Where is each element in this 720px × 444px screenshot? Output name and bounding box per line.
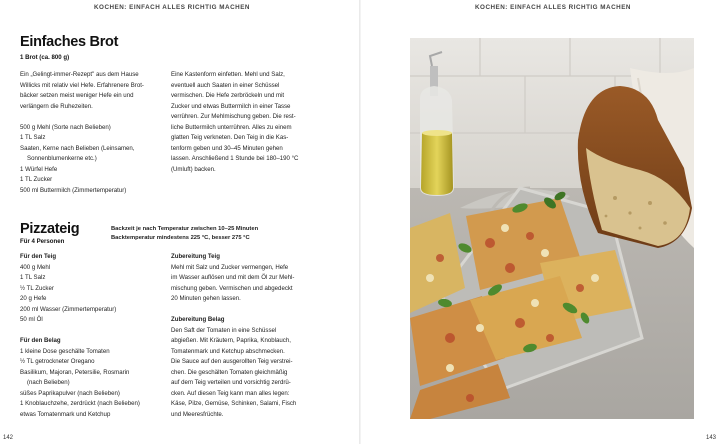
brot-title: Einfaches Brot	[20, 34, 119, 50]
pizza-ingredients-column	[20, 252, 164, 420]
teig-ingredient: 50 ml Öl	[20, 316, 43, 323]
brot-method-line: lassen. Anschließend 1 Stunde bei 180–190 °C	[171, 155, 299, 162]
brot-method-line: eventuell auch Saaten in einer Schüssel	[171, 81, 280, 89]
brot-method-line: verrühren. Zur Mehlmischung geben. Die rest-	[171, 113, 296, 120]
page-number-left: 142	[3, 435, 14, 441]
belag-ingredient: ½ TL getrockneter Oregano	[20, 358, 95, 365]
brot-method-line: tenform geben und 30–45 Minuten gehen	[171, 144, 283, 152]
brot-intro-line: bäcker setzen meist weniger Hefe ein und	[20, 92, 134, 99]
brot-method-line: liche Buttermilch unterrühren. Alles zu einem	[171, 123, 292, 131]
brot-method-line: glatten Teig verkneten. Den Teig in die Kas-	[171, 134, 289, 141]
spread-gutter	[359, 0, 361, 444]
teig-ingredient: 200 ml Wasser (Zimmertemperatur)	[20, 305, 117, 313]
pizza-note-line: Backzeit je nach Temperatur zwischen 10–25 Minuten	[111, 226, 259, 232]
zub-belag-line: Käse, Pilze, Gemüse, Schinken, Salami, Fisch	[171, 400, 297, 407]
zub-teig-line: 20 Minuten gehen lassen.	[171, 295, 241, 302]
zubereitung-belag-heading: Zubereitung Belag	[171, 316, 225, 323]
zub-belag-line: auf dem Teig verteilen und vorsichtig zerdrü-	[171, 379, 291, 386]
zubereitung-teig-heading: Zubereitung Teig	[171, 253, 220, 260]
brot-ingredient: Sonnenblumenkerne etc.)	[27, 155, 97, 162]
teig-ingredient: 400 g Mehl	[20, 263, 51, 271]
food-photo-illustration	[410, 38, 694, 419]
brot-method-line: vermischen. Die Hefe zerbröckeln und mit	[171, 92, 285, 99]
zub-belag-line: Den Saft der Tomaten in eine Schüssel	[171, 326, 277, 334]
brot-method	[171, 70, 307, 175]
zub-belag-line: chen. Die geschälten Tomaten gleichmäßig	[171, 368, 288, 376]
belag-ingredient: Basilikum, Majoran, Petersilie, Rosmarin	[20, 368, 130, 376]
zub-teig-line: mischung geben. Vermischen und abgedeckt	[171, 284, 293, 292]
running-head-right: KOCHEN: EINFACH ALLES RICHTIG MACHEN	[475, 4, 631, 11]
zub-belag-line: abgießen. Mit Kräutern, Paprika, Knoblauch,	[171, 337, 291, 344]
brot-ingredient: 1 TL Salz	[20, 134, 46, 141]
brot-intro-line: Willicks mit relativ viel Hefe. Erfahrenere Brot-	[20, 81, 144, 89]
zub-teig-line: im Wasser auflösen und mit dem Öl zur Mehl-	[171, 274, 295, 281]
pizza-method-column	[171, 252, 307, 420]
brot-intro-line: Ein „Gelingt-immer-Rezept" aus dem Hause	[20, 71, 139, 78]
pizza-note-line: Backtemperatur mindestens 225 °C, besser 275 °C	[111, 234, 250, 241]
brot-left-column	[20, 70, 160, 196]
brot-ingredient: 1 Würfel Hefe	[20, 165, 58, 173]
belag-ingredient: süßes Paprikapulver (nach Belieben)	[20, 389, 120, 397]
brot-intro-line: verlängern die Ruhezeiten.	[20, 102, 93, 110]
brot-ingredient: 500 g Mehl (Sorte nach Belieben)	[20, 123, 111, 131]
teig-heading: Für den Teig	[20, 253, 57, 260]
page-number-right: 143	[705, 435, 716, 441]
pizza-yield: Für 4 Personen	[20, 238, 65, 245]
zub-belag-line: Die Sauce auf den ausgerollten Teig verstrei-	[171, 358, 293, 365]
brot-ingredient: 1 TL Zucker	[20, 176, 53, 183]
belag-ingredient: etwas Tomatenmark und Ketchup	[20, 410, 111, 418]
brot-method-line: (Umluft) backen.	[171, 165, 216, 173]
teig-ingredient: 20 g Hefe	[20, 295, 47, 302]
belag-ingredient: 1 Knoblauchzehe, zerdrückt (nach Belieben)	[20, 400, 140, 407]
brot-method-line: Eine Kastenform einfetten. Mehl und Salz,	[171, 71, 285, 78]
zub-belag-line: und Meeresfrüchte.	[171, 410, 224, 418]
teig-ingredient: ½ TL Zucker	[20, 284, 54, 292]
zub-belag-line: Tomatenmark und Ketchup abschmecken.	[171, 347, 285, 355]
zub-teig-line: Mehl mit Salz und Zucker vermengen, Hefe	[171, 263, 289, 271]
belag-ingredient: 1 kleine Dose geschälte Tomaten	[20, 347, 110, 355]
belag-ingredient: (nach Belieben)	[27, 379, 70, 386]
food-photo	[410, 38, 694, 419]
brot-ingredient: 500 ml Buttermilch (Zimmertemperatur)	[20, 186, 127, 194]
brot-method-line: Zucker und etwas Buttermilch in einer Tasse	[171, 102, 291, 110]
brot-yield: 1 Brot (ca. 800 g)	[20, 54, 70, 61]
running-head-left: KOCHEN: EINFACH ALLES RICHTIG MACHEN	[94, 4, 250, 11]
teig-ingredient: 1 TL Salz	[20, 274, 46, 281]
brot-ingredient: Saaten, Kerne nach Belieben (Leinsamen,	[20, 144, 135, 152]
zub-belag-line: cken. Auf diesen Teig kann man alles legen:	[171, 389, 290, 397]
pizza-baking-note	[111, 225, 258, 242]
belag-heading: Für den Belag	[20, 337, 61, 344]
pizza-title: Pizzateig	[20, 221, 80, 237]
